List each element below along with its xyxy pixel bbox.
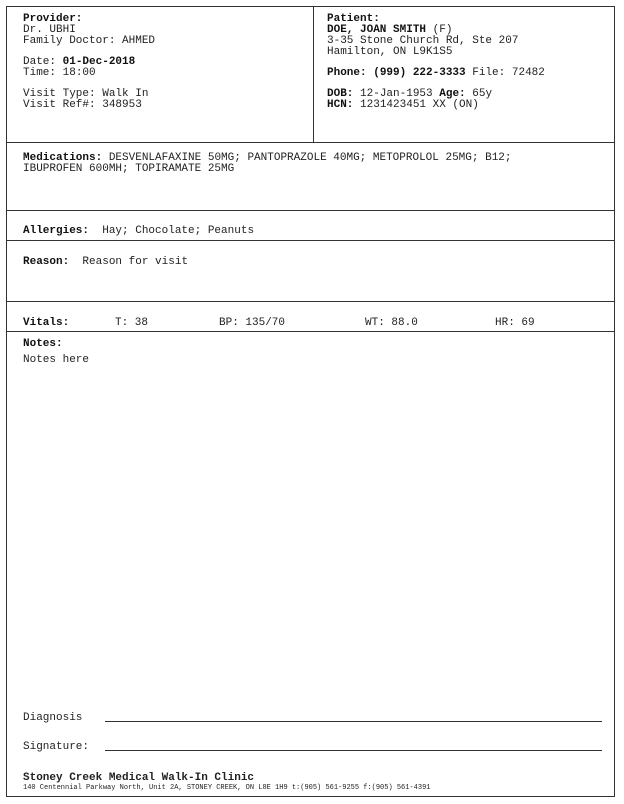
patient-address-line2: Hamilton, ON L9K1S5 [327, 46, 453, 58]
provider-section [23, 14, 155, 111]
encounter-form [6, 6, 615, 797]
family-doctor-label: Family Doctor: [23, 35, 116, 47]
visit-ref-label: Visit Ref#: [23, 99, 96, 111]
divider-header [7, 142, 614, 143]
notes-value: Notes here [23, 354, 90, 366]
patient-name: DOE, JOAN SMITH [327, 24, 427, 36]
patient-heading: Patient: [327, 13, 380, 25]
notes-label: Notes: [23, 338, 63, 350]
provider-doctor: Dr. UBHI [23, 24, 76, 36]
vital-weight: WT: 88.0 [365, 317, 418, 329]
divider-allergies [7, 240, 614, 241]
divider-vitals [7, 331, 614, 332]
dob-value: 12-Jan-1953 [360, 88, 433, 100]
allergies-label: Allergies: [23, 225, 90, 237]
hcn-value: 1231423451 XX (ON) [360, 99, 479, 111]
reason-section [23, 257, 188, 268]
allergies-value: Hay; Chocolate; Peanuts [102, 225, 255, 237]
reason-value: Reason for visit [82, 256, 189, 268]
diagnosis-label: Diagnosis [23, 712, 83, 724]
hcn-label: HCN: [327, 99, 354, 111]
vitals-label: Vitals: [23, 317, 70, 329]
time-label: Time: [23, 67, 57, 79]
dob-label: DOB: [327, 88, 354, 100]
date-label: Date: [23, 56, 57, 68]
visit-ref-value: 348953 [102, 99, 142, 111]
medications-line1: DESVENLAFAXINE 50MG; PANTOPRAZOLE 40MG; METOPROLOL 25MG; B12; [108, 152, 512, 164]
age-label: Age: [439, 88, 466, 100]
medications-line2: IBUPROFEN 600MH; TOPIRAMATE 25MG [23, 163, 235, 175]
visit-type-value: Walk In [102, 88, 149, 100]
header-divider [313, 7, 314, 142]
clinic-name: Stoney Creek Medical Walk-In Clinic [23, 772, 255, 784]
clinic-footer [23, 773, 430, 792]
notes-section [23, 339, 89, 366]
signature-label: Signature: [23, 741, 90, 753]
medications-label: Medications: [23, 152, 103, 164]
visit-type-label: Visit Type: [23, 88, 96, 100]
allergies-section [23, 226, 254, 237]
reason-label: Reason: [23, 256, 70, 268]
patient-address-line1: 3-35 Stone Church Rd, Ste 207 [327, 35, 519, 47]
age-value: 65y [472, 88, 493, 100]
divider-medications [7, 210, 614, 211]
file-label: File: [472, 67, 506, 79]
clinic-address: 140 Centennial Parkway North, Unit 2A, STONEY CREEK, ON L8E 1H9 t:(905) 561-9255 f:(905) 561-4391 [23, 784, 431, 792]
family-doctor-value: AHMED [122, 35, 156, 47]
provider-heading: Provider: [23, 13, 83, 25]
divider-reason [7, 301, 614, 302]
diagnosis-line[interactable] [105, 721, 602, 722]
time-value: 18:00 [62, 67, 96, 79]
patient-sex: (F) [432, 24, 453, 36]
signature-line[interactable] [105, 750, 602, 751]
vital-temperature: T: 38 [115, 317, 149, 329]
phone-label: Phone: [327, 67, 367, 79]
phone-value: (999) 222-3333 [373, 67, 466, 79]
file-value: 72482 [511, 67, 545, 79]
vital-blood-pressure: BP: 135/70 [219, 317, 286, 329]
vital-heart-rate: HR: 69 [495, 317, 535, 329]
medications-section [23, 153, 512, 175]
date-value: 01-Dec-2018 [62, 56, 136, 68]
patient-section [327, 14, 545, 111]
